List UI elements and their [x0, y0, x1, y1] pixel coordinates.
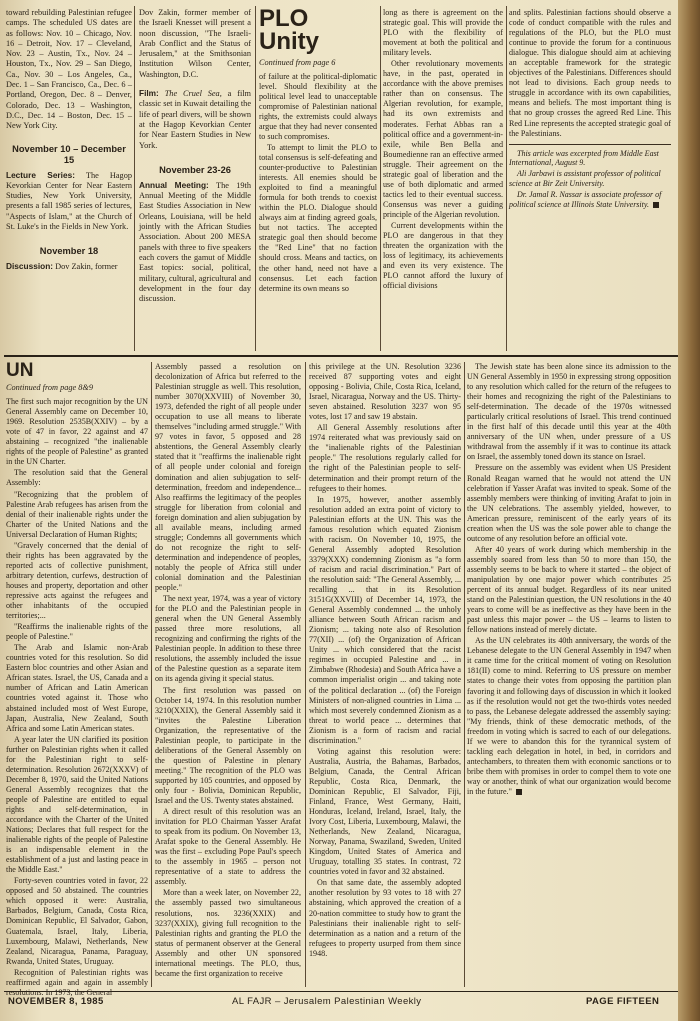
- column-rule: [134, 6, 135, 351]
- events-column-1: [6, 8, 132, 356]
- plo-divider: [509, 144, 671, 145]
- section-divider: [4, 355, 678, 357]
- un-paragraph: Forty-seven countries voted in favor, 22 opposed and 50 abstained. The countries which opposed it were: Australia, Barbados, Belgium, Canada, Costa Rica, Dominican Republic, El Salvador, Gabon, Guatemala, Israel, Italy, Liberia, Luxembourg, Malawi, Netherlands, New Zealand, Nicaragua, Panama, Paraguay, Rwanda, United States, Uruguay.: [6, 876, 148, 966]
- un-paragraph: The next year, 1974, was a year of victory for the PLO and the Palestinian people in general when the UN General Assembly passed three more resolutions, all recognizing and confirming the rights of the Palestinian people. In addition to these three resolutions, the assembly included the issue of the Palestine question as a separate item on its agenda giving it special status.: [155, 594, 301, 684]
- plo-author-jamal-nassar: Dr. Jamal R. Nassar is associate professor of political science at Illinois State University.: [509, 189, 662, 209]
- column-rule: [464, 362, 465, 987]
- un-paragraph: The Arab and Islamic non-Arab countries voted for this resolution. So did Eastern bloc countries and other Asian and African states. Israel, the US, Canada and a number of African and Latin American countries voted against it. Those who abstained included most of West Europe, Japan, Australia, New Zealand, South Africa and some Latin American states.: [6, 643, 148, 733]
- events-column-2: [139, 8, 251, 356]
- un-paragraph: Pressure on the assembly was evident when US President Ronald Reagan warned that he would not attend the UN celebration if Yasser Arafat was invited to speak. Some of the assembly members were thinking of inviting Arafat to join in the UN celebrations. The assembly yielded, however, to American pressure, reminiscent of the early years of its creation when the US was the sole power able to change the outcome of any resolution before an official vote.: [467, 463, 671, 543]
- film-text: a film classic set in Kuwait detailing the life of pearl divers, will be shown at the Hagop Kevorkian Center for Near Eastern Studies in New York.: [139, 89, 252, 150]
- lecture-label: Lecture Series:: [6, 169, 75, 180]
- un-paragraph: More than a week later, on November 22, the assembly passed two simultaneous resolutions, nos. 3236(XXIX) and 3237(XXIX), giving full recognition to the Palestinian rights and granting the PLO the status of permanent observer at the General Assembly and other UN sponsored international meetings. The PLO, thus, became the first organization to receive: [155, 888, 301, 978]
- column-rule: [255, 6, 256, 351]
- un-paragraph: this privilege at the UN. Resolution 3236 received 87 supporting votes and eight opposing - Bolivia, Chile, Costa Rica, Iceland, Israel, Nicaragua, Norway and the US. Thirty-seven abstained. Resolution 3237 won 95 votes, lost 17 and saw 19 abstain.: [309, 362, 461, 422]
- un-paragraph: The first resolution was passed on October 14, 1974. In this resolution number 3210(XXIX), the General Assembly said it "invites the Palestine Liberation Organization, the representative of the Palestinian people, to participate in the deliberations of the General Assembly on the question of Palestine in plenary meeting." The recognition of the PLO was supported by 105 countries, and opposed by only four - Bolivia, Dominican Republic, Israel and the US. Twenty states abstained.: [155, 685, 301, 806]
- meeting-entry: [139, 180, 251, 305]
- film-entry: [139, 88, 251, 151]
- un-column-4: [467, 362, 671, 990]
- un-paragraph: "Recognizing that the problem of Palestine Arab refugees has arisen from the denial of their inalienable rights under the Charter of the United Nations and the Universal Declaration of Human Rights;: [6, 489, 148, 539]
- heading-nov23: November 23-26: [159, 164, 231, 175]
- discussion-text-start: Dov Zakin, former: [55, 262, 118, 272]
- meeting-text: The 19th Annual Meeting of the Middle East Studies Association in New Orleans, Louisiana, will be held jointly with the African Studies Association. About 200 MESA panels with three to five speakers each covers the gamut of Middle East topics: social, political, military, cultural, agricultural and development in the four day discussion.: [139, 180, 251, 304]
- un-paragraph: The Jewish state has been alone since its admission to the UN General Assembly in 1950 in expressing strong opposition to any resolution which called for the return of the refugees to their homes and recognizing the right of the Palestinians to self-determination. The decade of the 1970s witnessed particularly critical resolutions of Israel. This trend continued in the first half of this decade until this year at the 40th anniversary of the UN when, under pressure of a US withdrawal from the assembly if it was to continue its attack on Israel, the assembly toned down its stance on Israel.: [467, 362, 671, 462]
- column-rule: [151, 362, 152, 987]
- plo-column-3: [509, 8, 671, 356]
- book-binding-edge: [678, 0, 700, 1021]
- un-column-3: [309, 362, 461, 990]
- film-title: The Cruel Sea,: [164, 89, 222, 99]
- footer-date: NOVEMBER 8, 1985: [8, 996, 104, 1007]
- un-paragraph: In 1975, however, another assembly resolution added an extra point of victory to Palestinian efforts at the UN. This was the famous resolution which equated Zionism with racism. On November 10, 1975, the General Assembly adopted Resolution 3379(XXX) condemning Zionism as "a form of racism and racial discrimination." Part of the resolution said: "The General Assembly, ... recalling ... that in its Resolution 3151G(XXVIII) of December 14, 1973, the General Assembly condemned ... the unholy alliance between South African racism and Zionism; ... taking note also of Resolution 77(XII) ... (of) the Organization of African Unity ... which considered that the racist regimes in occupied Palestine and ... in Zimbabwe (Rhodesia) and South Africa have a common imperialist origin ... and taking note of the political declaration ... (of) the Foreign Ministers of non-aligned countries in Lima ... which most severely condemned Zionism as a threat to world peace ... determines that Zionism is a form of racism and racial discrimination.": [309, 494, 461, 745]
- un-paragraph: A direct result of this resolution was an invitation for PLO Chairman Yasser Arafat to speak from its podium. On November 13, Arafat spoke to the General Assembly. He was the first – excluding Pope Paul's speech to the assembly in 1965 – person not representative of a state to address the assembly.: [155, 807, 301, 887]
- un-paragraph: The first such major recognition by the UN General Assembly came on December 10, 1969. Resolution 2535B(XXIV) – by a vote of 47 in favor, 22 against and 47 abstaining – recognized "the inalienable rights of the people of Palestine" as granted in the UN Charter.: [6, 397, 148, 467]
- plo-column-2: [383, 8, 503, 356]
- un-paragraph: On that same date, the assembly adopted another resolution by 93 votes to 18 with 27 abstaining, which approved the creation of a 20-nation committee to study how to grant the Palestinians their inalienable right to self-determination as a nation and a return of the refugees to property usurped from them since 1948.: [309, 878, 461, 958]
- lecture-series-entry: [6, 170, 132, 233]
- tour-dates-text: toward rebuilding Palestinian refugee camps. The scheduled US dates are as follows: Nov. 10 – Chicago, Nov. 16 – Detroit, Nov. 17 – Cleveland, Nov. 23 – Austin, Tx., Nov. 24 – Houston, Tx., Nov. 29 – San Diego, Ca., Nov. 30 – Los Angeles, Ca., Dec. 1 – San Francisco, Ca., Dec. 6 – Portland, Oregon, Dec. 8 – Denver, Colorado, Dec. 13 – Washington, D.C., Dec. 14 – Boston, Dec. 15 – New York City.: [6, 8, 132, 131]
- plo-author-ali-jarbawi: Ali Jarbawi is assistant professor of political science at Bir Zeit University.: [509, 169, 661, 188]
- footer-page-number: PAGE FIFTEEN: [586, 996, 660, 1007]
- un-paragraph: Recognition of Palestinian rights was reaffirmed again and again in assembly resolutions. In 1973, the General: [6, 967, 148, 997]
- plo-paragraph: of failure at the political-diplomatic level. Should flexibility at the political level lead to unacceptable compromise of Palestinian national rights, the extremists could always argue that they had never consented to such compromises.: [259, 71, 377, 141]
- discussion-entry: [6, 261, 132, 272]
- plo-paragraph: Other revolutionary movements have, in the past, operated in accordance with the above premises rather than on consensus. The Algerian revolution, for example, had its own extremists and moderates. Ferhat Abbas ran a political office and a government-in-exile, while Ben Bella and Boumedienne ran an effective armed struggle. Their agreement on the strategic goal of liberation and the use of both diplomatic and armed tactics led to their eventual success. Consensus was never a guiding principle of the Algerian revolution.: [383, 59, 503, 219]
- un-title: UN: [6, 360, 34, 381]
- un-paragraph: A year later the UN clarified its position further on Palestinian rights when it called for the Palestinian right to self-determination. Resolution 2672(XXXV) of December 8, 1970, said the United Nations General Assembly recognizes that the people of Palestine are entitled to equal rights and self-determination, in accordance with the Charter of the United Nations; Declares that full respect for the inalienable rights of the people of Palestine is an indispensable element in the establishment of a just and lasting peace in the Middle East.": [6, 734, 148, 875]
- footer-rule: [4, 991, 678, 992]
- un-continued-note: Continued from page 8&9: [6, 383, 94, 393]
- end-mark: [653, 202, 659, 208]
- plo-paragraph: To attempt to limit the PLO to total consensus is self-defeating and counter-productive to Palestinian interests. All enemies should be exploited to find a meaningful formula for both trends to coexist within the PLO. Dialogue should always aim at finding agreed goals, but not tactics. The accepted strategic goal then should become the "Red Line" that no faction should cross. Means and tactics, on the other hand, need not have a consensus. Let each faction determine its own means so: [259, 142, 377, 293]
- un-paragraph: Voting against this resolution were: Australia, Austria, the Bahamas, Barbados, Belgium, Canada, the Central African Republic, Costa Rica, Denmark, the Dominican Republic, El Salvador, Fiji, Finland, France, West Germany, Haiti, Honduras, Iceland, Ireland, Israel, Italy, the Ivory Cost, Liberia, Luxembourg, Malawi, the Netherlands, New Zealand, Nicaragua, Norway, Panama, Swaziland, Sweden, United Kingdom, United States of America and Uruguay, totalling 35 states. In contrast, 72 countries voted in favor and 32 abstained.: [309, 746, 461, 877]
- plo-column-1: [259, 5, 377, 356]
- lecture-text: The Hagop Kevorkian Center for Near Eastern Studies, New York University, presents a fall 1985 series of lectures, "Aspects of Islam," at the Church of St. Luke's in the Fields in New York.: [6, 170, 133, 232]
- plo-excerpt-note: This article was excerpted from Middle East International, August 9.: [509, 148, 659, 168]
- un-paragraph: After 40 years of work during which membership in the assembly soared from less than 50 to more than 150, the assembly seems to be back to where it started – the object of manipulation by one major power which contributes 25 percent of its annual budget. Regardless of its near united stand on the Palestinian question, the UN resolutions in the 40 years to come will be as ineffective as they have been in the past unless this major power – the US – learns to listen to fellow nations instead of merely dictate.: [467, 544, 671, 635]
- plo-continued-note: Continued from page 6: [259, 57, 336, 67]
- plo-paragraph: long as there is agreement on the strategic goal. This will provide the PLO with the flexibility of movement at both the political and military levels.: [383, 8, 503, 58]
- un-paragraph: As the UN celebrates its 40th anniversary, the words of the Lebanese delegate to the UN General Assembly in 1947 when it came time for the critical moment of voting on Resolution 181(II) come to mind. Referring to US pressure on member states to change their votes from opposing the partition plan favoring it and following days of discussion in which it looked as if the resolution would not get the two-thirds votes needed to pass, the Lebanese delegate addressed the assembly saying: "My friends, think of these democratic methods, of the freedom in voting which is sacred to each of our delegations. If we were to abandon this for the tyrannical system of tackling each delegation in hotel, in bed, in corridors and antechambers, to threaten them with economic sanctions or to bribe them with promises in order to compel them to vote one way or another, think of what our organization would become in the future.": [467, 636, 671, 796]
- un-paragraph: "Reaffirms the inalienable rights of the people of Palestine.": [6, 622, 148, 642]
- plo-unity-title: PLO Unity: [259, 5, 319, 55]
- column-rule: [305, 362, 306, 987]
- plo-paragraph: and splits. Palestinian factions should observe a code of conduct compatible with the rules and regulations of the PLO, but the PLO must continue to provide the forum for a continuous dialogue. This dialogue should aim at achieving an acceptable framework for the strategic objectives of the Palestinians. Differences should not lead to divisions. Each group needs to struggle in accordance with its own capabilities, means and beliefs. The most important thing is that no group crosses the agreed Red Line. This Red Line represents the accepted strategic goal of the Palestinians.: [509, 8, 671, 138]
- column-rule: [506, 6, 507, 351]
- discussion-text: Dov Zakin, former member of the Israeli Knesset will present a noon discussion, "The Israeli-Arab Conflict and the Status of Jerusalem," at the Smithsonian Institution Wilson Center, Washington, D.C.: [139, 8, 251, 79]
- un-paragraph: Assembly passed a resolution on decolonization of Africa but referred to the Palestinian struggle as well. This resolution, number 3070(XXVIII) of November 30, 1973, defended the right of all people under occupation to use all means to liberate themselves "including armed struggle." With 97 votes in favor, 5 opposed and 28 abstentions, the General Assembly clearly stated that it "reaffirms the inalienable right of all people under colonial and foreign domination and alien subjugation to self-determination, freedom and independence... Also reaffirms the legitimacy of the peoples struggle for liberation from colonial and foreign domination and alien subjugation by all available means, including armed struggle; Condemns all governments which do not recognize the right to self-determination and independence of peoples, notably the people of Africa still under colonial domination and the Palestinian people.": [155, 362, 301, 593]
- un-paragraph: All General Assembly resolutions after 1974 reiterated what was previously said on the "inalienable rights of the Palestinian people." The resolutions regularly called for the right of the Palestinian people to self-determination and their prompt return of the refugees to their homes.: [309, 423, 461, 493]
- heading-nov18: November 18: [39, 246, 99, 257]
- film-label: Film:: [139, 88, 159, 99]
- end-mark: [516, 789, 522, 795]
- column-rule: [380, 6, 381, 351]
- un-column-1: [6, 360, 148, 997]
- discussion-label: Discussion:: [6, 261, 54, 272]
- plo-paragraph: Current developments within the PLO are dangerous in that they threaten the organization with the loss of legitimacy, its achievements and even its very existence. The PLO cannot afford the luxury of official divisions: [383, 220, 503, 291]
- un-paragraph: The resolution said that the General Assembly:: [6, 468, 148, 488]
- meeting-label: Annual Meeting:: [139, 179, 209, 190]
- un-column-2: [155, 362, 301, 990]
- heading-nov10: November 10 – December 15: [12, 143, 126, 165]
- footer-publication: AL FAJR – Jerusalem Palestinian Weekly: [232, 996, 422, 1007]
- un-paragraph: "Gravely concerned that the denial of their rights has been aggravated by the reported acts of collective punishment, arbitrary detention, curfews, destruction of houses and property, deportation and other repressive acts against the refugees and other inhabitants of the occupied territories;...: [6, 540, 148, 621]
